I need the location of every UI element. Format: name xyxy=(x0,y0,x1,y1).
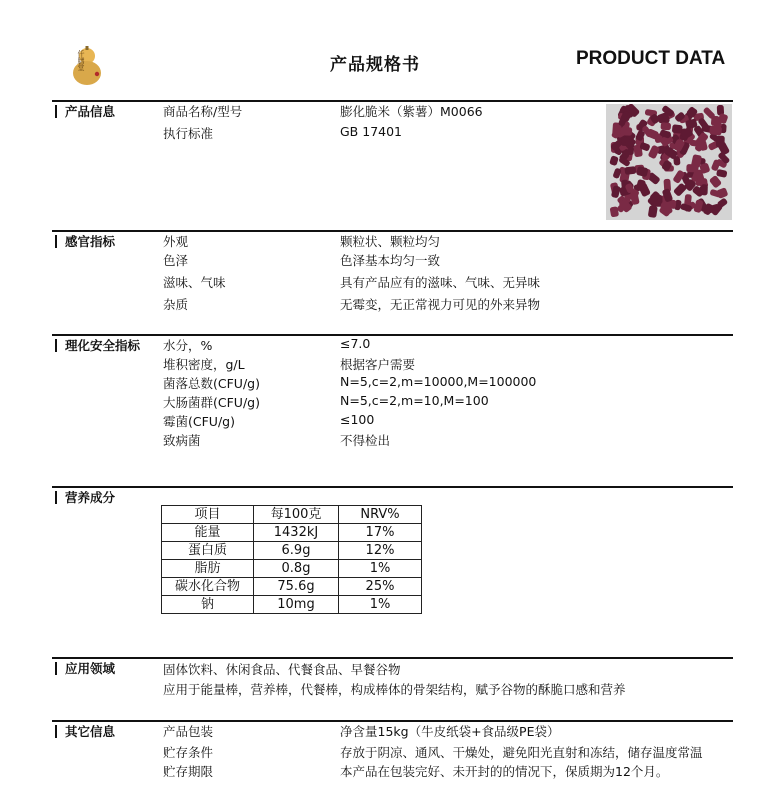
section-divider xyxy=(52,486,733,488)
product-photo xyxy=(606,104,732,220)
field-label: 滋味、气味 xyxy=(163,275,226,290)
document-title-cn: 产品规格书 xyxy=(330,55,420,75)
section-label-sensory: 感官指标 xyxy=(55,235,115,248)
field-label: 执行标准 xyxy=(163,126,214,141)
table-cell: 12% xyxy=(339,542,422,560)
field-value: 不得检出 xyxy=(340,433,391,448)
table-cell: 1% xyxy=(339,596,422,614)
field-value: 净含量15kg（牛皮纸袋+食品级PE袋） xyxy=(340,724,560,739)
field-value: N=5,c=2,m=10000,M=100000 xyxy=(340,374,537,389)
section-divider xyxy=(52,657,733,659)
field-label: 堆积密度，g/L xyxy=(163,357,245,372)
field-value: GB 17401 xyxy=(340,124,402,139)
table-cell: 碳水化合物 xyxy=(162,578,254,596)
field-label: 外观 xyxy=(163,234,189,249)
table-cell: 1432kJ xyxy=(254,524,339,542)
field-label: 商品名称/型号 xyxy=(163,104,243,119)
section-label-application: 应用领域 xyxy=(55,662,115,675)
field-value: 根据客户需要 xyxy=(340,357,416,372)
field-value: N=5,c=2,m=10,M=100 xyxy=(340,393,489,408)
table-row xyxy=(162,560,422,578)
field-label: 霉菌(CFU/g) xyxy=(163,414,235,429)
table-header-cell: 项目 xyxy=(162,506,254,524)
field-value: ≤100 xyxy=(340,412,375,427)
field-value: 膨化脆米（紫薯）M0066 xyxy=(340,104,483,119)
table-header-row xyxy=(162,506,422,524)
table-cell: 25% xyxy=(339,578,422,596)
table-row xyxy=(162,542,422,560)
table-cell: 75.6g xyxy=(254,578,339,596)
section-label-product-info: 产品信息 xyxy=(55,105,115,118)
application-line: 应用于能量棒，营养棒，代餐棒，构成棒体的骨架结构，赋予谷物的酥脆口感和营养 xyxy=(163,682,626,697)
table-cell: 6.9g xyxy=(254,542,339,560)
field-value: 颗粒状、颗粒均匀 xyxy=(340,234,441,249)
table-cell: 0.8g xyxy=(254,560,339,578)
field-label: 水分，% xyxy=(163,338,213,353)
field-value: 本产品在包装完好、未开封的的情况下，保质期为12个月。 xyxy=(340,764,669,779)
field-value: 存放于阴凉、通风、干燥处，避免阳光直射和冻结，储存温度常温 xyxy=(340,745,703,760)
field-label: 贮存期限 xyxy=(163,764,214,779)
field-label: 贮存条件 xyxy=(163,745,214,760)
field-value: ≤7.0 xyxy=(340,336,371,351)
application-line: 固体饮料、休闲食品、代餐食品、早餐谷物 xyxy=(163,662,401,677)
table-row xyxy=(162,578,422,596)
section-label-safety: 理化安全指标 xyxy=(55,339,140,352)
document-title-en: PRODUCT DATA xyxy=(576,48,726,69)
table-row xyxy=(162,596,422,614)
section-label-nutrition: 营养成分 xyxy=(55,491,115,504)
table-cell: 蛋白质 xyxy=(162,542,254,560)
pellet-image xyxy=(606,104,732,220)
table-cell: 能量 xyxy=(162,524,254,542)
section-divider xyxy=(52,334,733,336)
field-label: 色泽 xyxy=(163,253,189,268)
field-label: 产品包装 xyxy=(163,724,214,739)
field-label: 大肠菌群(CFU/g) xyxy=(163,395,260,410)
field-value: 色泽基本均匀一致 xyxy=(340,253,441,268)
field-label: 致病菌 xyxy=(163,433,201,448)
table-row xyxy=(162,524,422,542)
table-cell: 10mg xyxy=(254,596,339,614)
field-label: 杂质 xyxy=(163,297,189,312)
table-cell: 17% xyxy=(339,524,422,542)
nutrition-table xyxy=(161,505,422,614)
field-value: 具有产品应有的滋味、气味、无异味 xyxy=(340,275,541,290)
table-header-cell: NRV% xyxy=(339,506,422,524)
logo-text: 仟膳堂 xyxy=(77,50,85,71)
section-label-other: 其它信息 xyxy=(55,725,115,738)
field-value: 无霉变，无正常视力可见的外来异物 xyxy=(340,297,541,312)
table-cell: 1% xyxy=(339,560,422,578)
table-cell: 钠 xyxy=(162,596,254,614)
table-header-cell: 每100克 xyxy=(254,506,339,524)
field-label: 菌落总数(CFU/g) xyxy=(163,376,260,391)
table-cell: 脂肪 xyxy=(162,560,254,578)
brand-logo xyxy=(70,46,104,86)
